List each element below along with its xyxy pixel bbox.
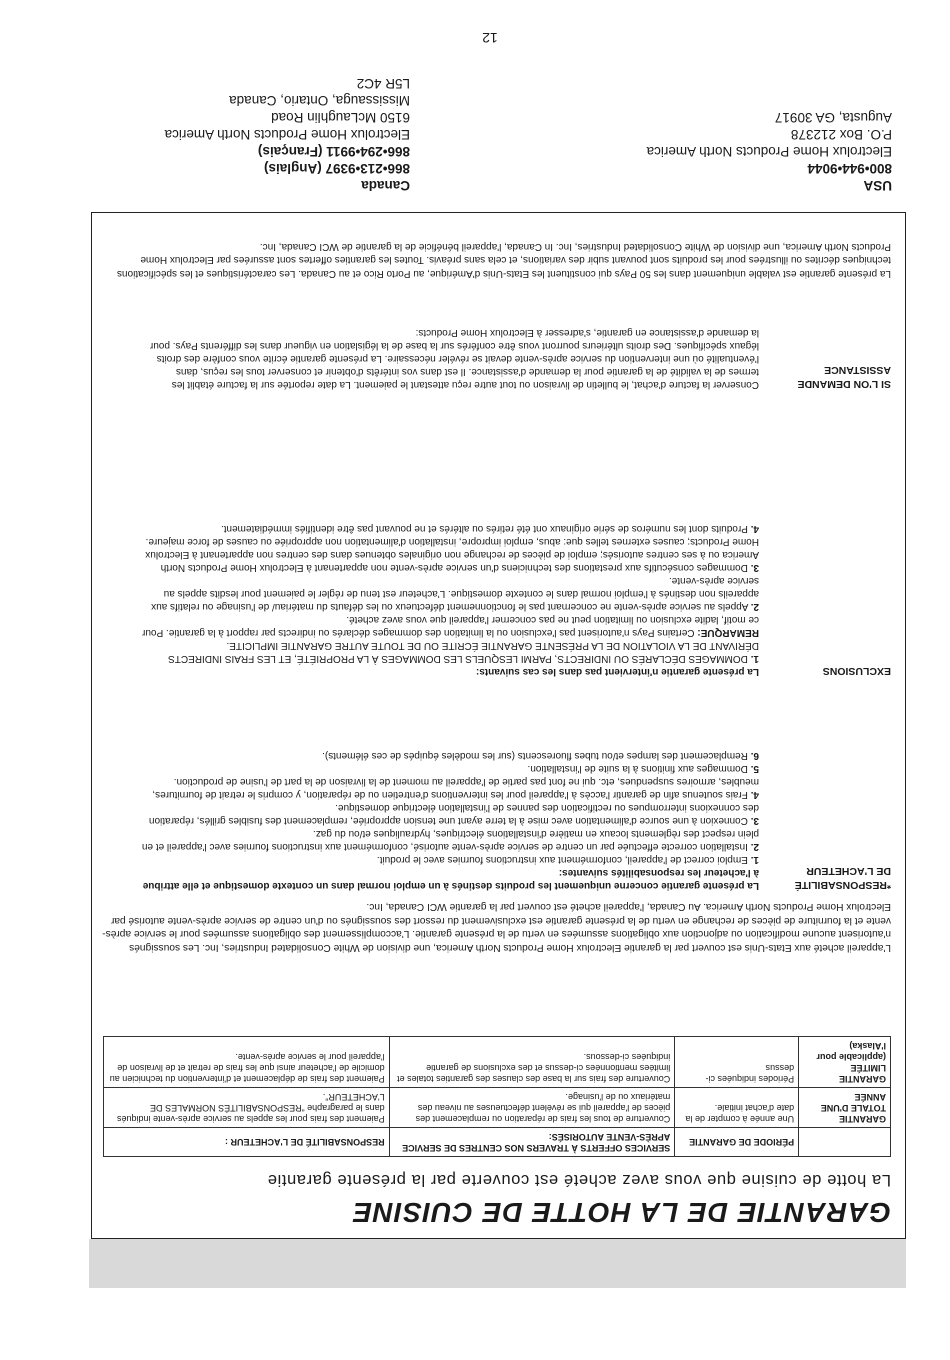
list-item: [141, 775, 759, 801]
table-cell-label: GARANTIE TOTALE D'UNE ANNÉE: [799, 1088, 891, 1128]
assistance-text: Conserver la facture d'achat, le bulletin de livraison ou tout autre reçu attestant le paiement. La date reportée sur la facture établit les termes de la validité de la garantie pour la demande d'assistance. Il est dans vos intérêts d'obtenir et conserver tous les reçus, dans l'éventualité où une intervention du service après-vente devait se révéler nécessaire. La présente garantie écrite vous confère des droits légaux spécifiques. Des droits ultérieurs pourront vous être conférés sur la base de la législation en vigueur dans les différents Pays. pour la demande d'assistance en garantie, s'adresser à Electrolux Home Products:: [149, 327, 759, 390]
exclusions-lead: La présente garantie n'intervient pas dans les cas suivants:: [475, 666, 759, 677]
contact-address-line: P.O. Box 212378: [790, 127, 892, 142]
list-item: [141, 827, 759, 853]
contact-address-line: Augusta, GA 30917: [774, 110, 892, 125]
intro-paragraph: L'appareil acheté aux Etats-Unis est couvert par la garantie Electrolux Home Products North America, une division de White Consolidated Industries, Inc. Les soussignés n'autorisent aucune modification ou adjonction aux obligations assumées en vertu de la présente garantie. L'accomplissement des obligations assumées pour le service après-vente et la fourniture de pièces de rechange en vertu de la présente garantie est exclusivement du ressort des soussignés ou d'un centre de service après-vente autorisé par Electrolux Home Products North America. Au Canada, l'appareil acheté est couvert par la garantie WCI Canada, Inc.: [102, 901, 891, 953]
table-cell-services: Couverture des frais sur la base des clauses des garanties totales et limitées mentionnées ci-dessus et des exclusions de garantie indiquées ci-dessous.: [389, 1037, 675, 1088]
table-header-row: [104, 1128, 891, 1157]
list-item: [141, 574, 759, 613]
contact-country: Canada: [361, 178, 410, 193]
contact-phone: 866•294•9911 (Français): [257, 144, 410, 159]
remark-label: REMARQUE:: [697, 627, 759, 638]
page-number: 12: [482, 30, 498, 46]
table-cell-period: Une année à compter de la date d'achat initiale.: [675, 1088, 799, 1128]
list-item-number: 2.: [750, 841, 759, 852]
table-cell-services: Couverture de tous les frais de réparation ou remplacement des pièces de l'appareil qui se révèlent défectueuses au niveau des matériaux ou de l'usinage.: [389, 1088, 675, 1128]
table-cell-buyer: Paiement des frais de déplacement et d'intervention du technicien au domicile de l'acheteur ainsi que les frais de retrait et de livraison de l'appareil pour le service après-vente.: [104, 1037, 390, 1088]
list-item-number: 1.: [750, 653, 759, 664]
contact-address-line: 6150 McLaughlin Road: [271, 110, 410, 125]
assistance-heading: SI L'ON DEMANDE ASSISTANCE: [797, 364, 891, 390]
list-item-text: Dommages aux finitions à la suite de l'installation.: [527, 763, 748, 774]
list-item-number: 4.: [750, 523, 759, 534]
contact-address-line: Electrolux Home Products North America: [164, 127, 410, 142]
exclusions-heading: EXCLUSIONS: [822, 665, 891, 677]
list-item-text: DOMMAGES DÉCLARÉS OU INDIRECTS, PARMI LESQUELS LES DOMMAGES À LA PROPRIÉTÉ, ET LES FRAIS INDIRECTS DÉRIVANT DE LA VIOLATION DE LA PRÉSENTE GARANTIE ÉCRITE OU DE TOUTE AUTRE GARANTIE IMPLICITE.: [168, 640, 759, 664]
warranty-frame: [91, 212, 906, 1239]
list-item-number: 5.: [750, 763, 759, 774]
assistance-body: [141, 326, 759, 391]
table-header-empty: [799, 1128, 891, 1157]
list-item: [141, 762, 759, 775]
contact-country: USA: [863, 178, 892, 193]
list-item-number: 3.: [750, 562, 759, 573]
table-header-period: PÉRIODE DE GARANTIE: [675, 1128, 799, 1157]
table-row: [104, 1037, 891, 1088]
contact-usa: [512, 109, 892, 194]
exclusions-body: [141, 522, 759, 678]
contact-canada: [90, 75, 410, 194]
list-item-text: Frais soutenus afin de garantir l'accès à l'appareil pour les interventions d'entretien ou de réparation, y compris le retrait de fournitures, meubles, armoires suspendues, etc. qui ne font pas partie de l'appareil au moment de la livraison de la part de l'usine de production.: [152, 776, 759, 800]
list-item: [141, 853, 759, 866]
responsibility-body: [141, 749, 759, 892]
list-item: [141, 801, 759, 827]
list-item-text: Certains Pays n'autorisent pas l'exclusion ou la limitation des dommages déclarés ou indirects par rapport à la garantie. Pour ce motif, ladite exclusion ou limitation peut ne pas concerner l'appareil que vous avez acheté.: [142, 614, 759, 638]
list-item-text: Produits dont les numéros de série originaux ont été retirés ou altérés et ne pouvant pas être identifiés immédiatement.: [220, 523, 748, 534]
header-band: [89, 1239, 906, 1288]
list-item-text: Remplacement des lampes et/ou tubes fluorescents (sur les modèles équipés de ces éléments).: [322, 750, 748, 761]
contact-address-line: Mississauga, Ontario, Canada: [229, 93, 410, 108]
list-item-text: Installation correcte effectuée par un centre de service après-vente autorisé, conformément aux instructions fournies avec l'appareil et en plein respect des règlements locaux en matière d'installations électriques, hydrauliques et/ou du gaz.: [141, 828, 759, 852]
responsibility-heading: *RESPONSABILITÉ DE L'ACHETEUR: [794, 865, 891, 891]
table-cell-period: Périodes indiquées ci-dessus: [675, 1037, 799, 1088]
list-item-text: Appels au service après-vente ne concernant pas le fonctionnement défectueux ou les défauts du matériau/ de l'usinage ou relatifs aux appareils non destinés à l'emploi normal dans le contexte domestique. L'acheteur est tenu de régler le paiement pour lesdits appels au service après-vente.: [151, 575, 759, 612]
table-header-buyer: RESPONSABILITÉ DE L'ACHETEUR :: [104, 1128, 390, 1157]
list-item-number: 4.: [750, 789, 759, 800]
list-item-text: Emploi correct de l'appareil, conformément aux instructions fournies avec le produit.: [376, 854, 748, 865]
list-item-text: Connexion à une source d'alimentation avec mise à la terre ayant une tension appropriée, remplacement des fusibles grillés, réparation des connexions interrompues ou rectification des pannes de l'installation électrique domestique.: [148, 802, 759, 826]
table-header-services: SERVICES OFFERTS À TRAVERS NOS CENTRES DE SERVICE APRÈS-VENTE AUTORISÉS:: [389, 1128, 675, 1157]
contact-address-line: L5R 4C2: [356, 76, 410, 91]
contact-address-line: Electrolux Home Products North America: [646, 144, 892, 159]
list-item-number: 2.: [750, 601, 759, 612]
page-title: GARANTIE DE LA HOTTE DE CUISINE: [352, 1197, 891, 1228]
list-item: [141, 749, 759, 762]
list-item-number: 3.: [750, 815, 759, 826]
list-item: [141, 613, 759, 639]
table-cell-label: GARANTIE LIMITÉE (applicable pour l'Alaska): [799, 1037, 891, 1088]
list-item: [141, 639, 759, 665]
table-cell-buyer: Paiement des frais pour les appels au service après-vente indiqués dans le paragraphe “RESPONSABILITÉS NORMALES DE L'ACHETEUR”.: [104, 1088, 390, 1128]
list-item: [141, 535, 759, 574]
contact-phone: 866•213•9397 (Anglais): [263, 161, 410, 176]
contact-phone: 800•944•9044: [807, 161, 892, 176]
closing-paragraph: La présente garantie est valable uniquement dans les 50 Pays qui constituent les Etats-Unis d'Amérique, au Porto Rico et au Canada. Les caractéristiques et les spécifications techniques décrites ou illustrées pour les produits sont pouvant subir des variations, et cela sans préavis. Toutes les garanties offertes sont assurées par Electrolux Home Products North America, une division de White Consolidated Industries, Inc. In Canada, l'appareil bénéficie de la garantie de WCI Canada, Inc.: [116, 240, 891, 279]
page-subtitle: La hotte de cuisine que vous avez acheté est couverte par la présente garantie: [267, 1171, 891, 1189]
list-item: [141, 522, 759, 535]
list-item-text: Dommages consécutifs aux prestations des techniciens d'un service après-vente non appartenant à Electrolux Home Products North America ou à ses centres autorisés; emploi de pièces de rechange non originales obtenues dans des centres non appartenant à Electrolux Home Products; causes externes telles que: abus, emploi impropre, installation d'alimentation non appropriée ou causes de force majeure.: [145, 536, 759, 573]
list-item-number: 6.: [750, 750, 759, 761]
warranty-table: [103, 1036, 891, 1157]
table-row: [104, 1088, 891, 1128]
responsibility-lead: La présente garantie concerne uniquement les produits destinés à un emploi normal dans un contexte domestique et elle attribue à l'acheteur les responsabilités suivantes:: [142, 867, 759, 891]
list-item-number: 1.: [750, 854, 759, 865]
